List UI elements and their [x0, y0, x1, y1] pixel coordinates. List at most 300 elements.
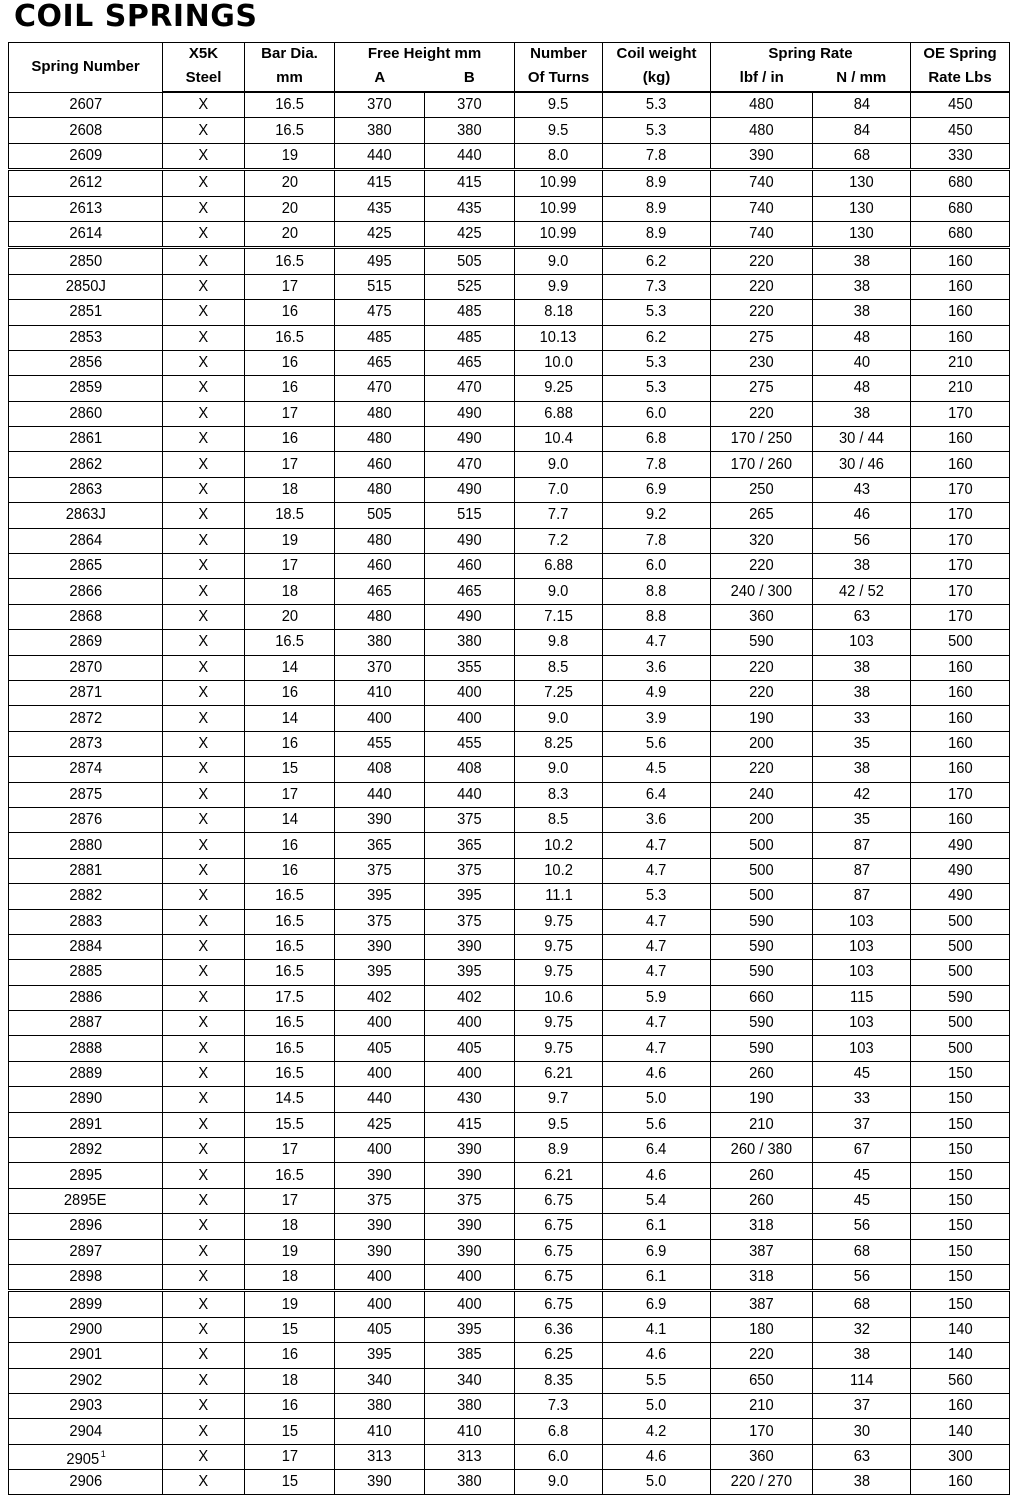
bar-diameter-cell-text: 20 [281, 225, 298, 243]
spring-number-cell-text: 2863 [69, 481, 102, 499]
rate-lbf-cell-text: 260 [749, 1166, 774, 1184]
rate-n-cell-text: 68 [853, 1242, 870, 1260]
oe-rate-cell-text: 150 [947, 1295, 973, 1313]
rate-n-cell [813, 1011, 911, 1036]
spring-number-cell [9, 376, 163, 401]
bar-diameter-cell [245, 376, 335, 401]
oe-rate-cell-text: 500 [947, 938, 973, 956]
turns-cell [515, 1011, 603, 1036]
rate-n-cell [813, 1061, 911, 1086]
coil-weight-cell [603, 807, 711, 832]
free-height-a-cell-text: 455 [367, 734, 392, 752]
oe-rate-cell [911, 909, 1010, 934]
turns-cell-text: 9.75 [544, 963, 573, 981]
turns-cell-text: 9.9 [548, 277, 569, 295]
bar-diameter-cell [245, 884, 335, 909]
bar-diameter-cell-text: 17 [281, 557, 298, 575]
turns-cell-text: 6.88 [544, 557, 573, 575]
free-height-a-cell-text: 390 [367, 1217, 392, 1235]
rate-lbf-cell [711, 325, 813, 350]
rate-lbf-cell [711, 350, 813, 375]
free-height-b-cell [425, 1138, 515, 1163]
bar-diameter-cell [245, 554, 335, 579]
steel-cell [163, 401, 245, 426]
bar-diameter-cell [245, 1036, 335, 1061]
free-height-b-cell-text: 380 [457, 1397, 482, 1415]
spring-number-cell-text: 2888 [69, 1039, 102, 1057]
steel-cell-text: X [198, 481, 209, 499]
steel-cell-text: X [198, 379, 209, 397]
bar-diameter-cell-text: 16.5 [275, 1065, 304, 1083]
steel-cell [163, 1317, 245, 1342]
free-height-a-cell-text: 400 [367, 1295, 392, 1313]
rate-n-cell [813, 858, 911, 883]
rate-n-cell-text: 45 [853, 1191, 870, 1209]
turns-cell-text: 7.25 [544, 684, 573, 702]
free-height-b-cell-text: 313 [457, 1447, 482, 1465]
table-row [9, 477, 1010, 502]
spring-number-cell-text: 2863J [65, 506, 106, 524]
coil-weight-cell [603, 706, 711, 731]
rate-n-cell [813, 807, 911, 832]
oe-rate-cell [911, 960, 1010, 985]
turns-cell-text: 10.99 [540, 174, 577, 192]
turns-cell-text: 10.6 [544, 988, 573, 1006]
bar-diameter-cell-text: 16 [281, 861, 298, 879]
steel-cell [163, 579, 245, 604]
rate-n-cell [813, 503, 911, 528]
free-height-a-cell-text: 415 [367, 174, 392, 192]
coil-weight-cell-text: 5.3 [646, 121, 667, 139]
steel-cell-text: X [198, 938, 209, 956]
turns-cell [515, 1112, 603, 1137]
turns-cell-text: 6.75 [544, 1217, 573, 1235]
free-height-a-cell [335, 221, 425, 247]
turns-cell [515, 118, 603, 143]
spring-number-cell [9, 325, 163, 350]
coil-weight-cell [603, 884, 711, 909]
oe-rate-cell [911, 1343, 1010, 1368]
rate-lbf-cell-text: 480 [749, 96, 774, 114]
free-height-b-cell [425, 401, 515, 426]
free-height-b-cell-text: 380 [457, 633, 482, 651]
rate-n-cell [813, 1368, 911, 1393]
rate-lbf-cell [711, 630, 813, 655]
steel-cell [163, 325, 245, 350]
spring-number-cell [9, 884, 163, 909]
bar-diameter-cell-text: 19 [281, 1242, 298, 1260]
coil-weight-cell [603, 554, 711, 579]
steel-cell [163, 300, 245, 325]
rate-n-cell [813, 274, 911, 299]
spring-number-cell [9, 1368, 163, 1393]
coil-weight-cell [603, 143, 711, 169]
free-height-a-cell [335, 1112, 425, 1137]
free-height-a-cell-text: 375 [367, 1191, 392, 1209]
rate-n-cell [813, 1112, 911, 1137]
rate-lbf-cell [711, 807, 813, 832]
bar-diameter-cell [245, 1112, 335, 1137]
spring-number-cell-text: 2892 [69, 1141, 102, 1159]
spring-number-cell [9, 221, 163, 247]
coil-weight-cell-text: 5.6 [646, 734, 667, 752]
table-row [9, 680, 1010, 705]
oe-rate-cell [911, 1393, 1010, 1418]
table-row [9, 731, 1010, 756]
bar-diameter-cell [245, 1343, 335, 1368]
rate-lbf-cell-text: 275 [749, 379, 774, 397]
turns-cell-text: 10.2 [544, 836, 573, 854]
free-height-a-cell-text: 410 [367, 684, 392, 702]
turns-cell-text: 9.0 [548, 1473, 569, 1491]
table-row [9, 528, 1010, 553]
rate-lbf-cell-text: 480 [749, 121, 774, 139]
coil-springs-table [8, 42, 1010, 1495]
free-height-a-cell-text: 440 [367, 785, 392, 803]
bar-diameter-cell-text: 18 [281, 481, 298, 499]
spring-number-cell-text: 2885 [69, 963, 102, 981]
rate-lbf-cell-text: 590 [749, 1014, 774, 1032]
steel-cell-text: X [198, 1295, 209, 1313]
free-height-a-cell [335, 858, 425, 883]
spring-number-cell [9, 503, 163, 528]
free-height-a-cell-text: 435 [367, 199, 392, 217]
turns-cell-text: 8.18 [544, 303, 573, 321]
rate-n-cell [813, 1138, 911, 1163]
rate-lbf-cell [711, 274, 813, 299]
turns-cell-text: 6.88 [544, 404, 573, 422]
free-height-b-cell-text: 375 [457, 1191, 482, 1209]
turns-cell-text: 9.7 [548, 1090, 569, 1108]
bar-diameter-cell-text: 16 [281, 379, 298, 397]
turns-cell [515, 350, 603, 375]
oe-rate-cell-text: 150 [947, 1191, 973, 1209]
oe-rate-cell-text: 680 [947, 199, 973, 217]
bar-diameter-cell-text: 14 [281, 709, 298, 727]
rate-n-cell-text: 130 [849, 174, 874, 192]
bar-diameter-cell-text: 19 [281, 531, 298, 549]
turns-cell [515, 985, 603, 1010]
coil-weight-cell-text: 7.8 [646, 146, 667, 164]
rate-n-cell [813, 1317, 911, 1342]
free-height-a-cell-text: 480 [367, 608, 392, 625]
turns-cell-text: 10.99 [540, 225, 577, 243]
spring-number-cell [9, 934, 163, 959]
free-height-a-cell-text: 465 [367, 582, 392, 600]
spring-number-cell-text: 2861 [69, 430, 102, 448]
turns-cell [515, 934, 603, 959]
rate-lbf-cell [711, 1087, 813, 1112]
rate-n-cell-text: 103 [849, 912, 874, 930]
bar-diameter-cell-text: 15 [281, 1422, 298, 1440]
free-height-b-cell [425, 1036, 515, 1061]
free-height-a-cell [335, 1393, 425, 1418]
turns-cell-text: 6.75 [544, 1268, 573, 1286]
rate-lbf-cell [711, 300, 813, 325]
rate-lbf-cell [711, 782, 813, 807]
coil-weight-cell-text: 4.7 [646, 963, 667, 981]
free-height-b-cell-text: 485 [457, 303, 482, 321]
rate-n-cell [813, 325, 911, 350]
rate-lbf-cell-text: 590 [749, 1039, 774, 1057]
turns-cell-text: 9.0 [548, 252, 569, 270]
steel-cell [163, 1087, 245, 1112]
rate-n-cell-text: 56 [853, 531, 870, 549]
spring-number-cell-text: 2886 [69, 988, 102, 1006]
rate-lbf-cell-text: 220 [749, 658, 774, 676]
coil-weight-cell [603, 1343, 711, 1368]
free-height-a-cell-text: 405 [367, 1039, 392, 1057]
free-height-a-cell-text: 505 [367, 506, 392, 524]
free-height-a-cell [335, 350, 425, 375]
free-height-a-cell-text: 380 [367, 121, 392, 139]
spring-number-cell [9, 1163, 163, 1188]
oe-rate-cell-text: 160 [947, 734, 973, 752]
spring-number-cell-text: 2884 [69, 938, 102, 956]
table-row [9, 1214, 1010, 1239]
rate-n-cell-text: 103 [849, 1014, 874, 1032]
bar-diameter-cell-text: 16 [281, 354, 298, 372]
spring-number-cell [9, 1393, 163, 1418]
free-height-a-cell [335, 1264, 425, 1290]
steel-cell-text: X [198, 531, 209, 549]
rate-n-cell-text: 130 [849, 225, 874, 243]
free-height-b-cell [425, 934, 515, 959]
rate-n-cell-text: 40 [853, 354, 870, 372]
free-height-a-cell [335, 1188, 425, 1213]
oe-rate-cell [911, 274, 1010, 299]
turns-cell [515, 170, 603, 196]
bar-diameter-cell [245, 960, 335, 985]
steel-cell [163, 1444, 245, 1469]
free-height-b-cell [425, 604, 515, 629]
rate-lbf-cell-text: 170 / 250 [730, 430, 793, 448]
turns-cell [515, 960, 603, 985]
oe-rate-cell [911, 300, 1010, 325]
turns-cell [515, 503, 603, 528]
free-height-b-cell [425, 427, 515, 452]
rate-lbf-cell [711, 655, 813, 680]
table-row [9, 960, 1010, 985]
bar-diameter-cell [245, 1087, 335, 1112]
rate-n-cell-text: 115 [849, 988, 874, 1006]
coil-weight-cell [603, 1087, 711, 1112]
coil-weight-cell [603, 782, 711, 807]
free-height-b-cell [425, 1087, 515, 1112]
coil-weight-cell-text: 6.9 [646, 1242, 667, 1260]
oe-rate-cell [911, 1444, 1010, 1469]
rate-lbf-cell [711, 1036, 813, 1061]
coil-weight-cell [603, 680, 711, 705]
free-height-b-cell [425, 1061, 515, 1086]
free-height-b-cell-text: 400 [457, 684, 482, 702]
coil-weight-cell [603, 934, 711, 959]
turns-cell [515, 376, 603, 401]
turns-cell [515, 196, 603, 221]
spring-number-cell-text: 2859 [69, 379, 102, 397]
rate-lbf-cell [711, 1061, 813, 1086]
table-row [9, 1291, 1010, 1317]
oe-rate-cell-text: 210 [947, 379, 973, 397]
free-height-b-cell [425, 92, 515, 118]
turns-cell [515, 884, 603, 909]
steel-cell-text: X [198, 1447, 209, 1465]
spring-number-cell-text: 2902 [69, 1371, 102, 1389]
free-height-b-cell [425, 1470, 515, 1495]
oe-rate-cell [911, 579, 1010, 604]
bar-diameter-cell-text: 20 [281, 174, 298, 192]
oe-rate-cell-text: 150 [947, 1242, 973, 1260]
bar-diameter-cell-text: 18 [281, 1217, 298, 1235]
rate-lbf-cell [711, 376, 813, 401]
bar-diameter-cell [245, 1011, 335, 1036]
table-row [9, 630, 1010, 655]
free-height-a-cell-text: 480 [367, 481, 392, 499]
free-height-a-cell [335, 579, 425, 604]
bar-diameter-cell-text: 16.5 [275, 252, 304, 270]
coil-weight-cell [603, 1112, 711, 1137]
table-row [9, 427, 1010, 452]
spring-number-cell [9, 452, 163, 477]
turns-cell-text: 10.99 [540, 199, 577, 217]
rate-n-cell-text: 48 [853, 328, 870, 346]
turns-cell-text: 7.7 [548, 506, 569, 524]
oe-rate-cell-text: 160 [947, 303, 973, 321]
turns-cell-text: 7.3 [548, 1397, 569, 1415]
coil-weight-cell [603, 630, 711, 655]
free-height-b-cell-text: 408 [457, 760, 482, 778]
oe-rate-cell-text: 150 [947, 1141, 973, 1159]
turns-cell [515, 1036, 603, 1061]
turns-cell-text: 6.8 [548, 1422, 569, 1440]
free-height-a-cell [335, 1214, 425, 1239]
oe-rate-cell [911, 221, 1010, 247]
rate-n-cell-text: 68 [853, 146, 870, 164]
steel-cell [163, 1419, 245, 1444]
bar-diameter-cell [245, 503, 335, 528]
spring-number-cell-text: 2895E [64, 1191, 107, 1209]
spring-number-cell [9, 579, 163, 604]
steel-cell-text: X [198, 430, 209, 448]
header-rate-lbf: lbf / in [711, 65, 813, 92]
bar-diameter-cell [245, 528, 335, 553]
spring-number-cell [9, 858, 163, 883]
turns-cell-text: 10.4 [544, 430, 573, 448]
rate-lbf-cell-text: 220 [749, 252, 774, 270]
oe-rate-cell-text: 150 [947, 1217, 973, 1235]
oe-rate-cell [911, 401, 1010, 426]
bar-diameter-cell-text: 16 [281, 1397, 298, 1415]
turns-cell [515, 1317, 603, 1342]
rate-lbf-cell-text: 265 [749, 506, 774, 524]
free-height-b-cell-text: 390 [457, 1141, 482, 1159]
free-height-b-cell-text: 470 [457, 455, 482, 473]
steel-cell [163, 143, 245, 169]
steel-cell-text: X [198, 557, 209, 575]
rate-lbf-cell-text: 387 [749, 1295, 774, 1313]
free-height-b-cell [425, 858, 515, 883]
oe-rate-cell [911, 1239, 1010, 1264]
coil-weight-cell [603, 985, 711, 1010]
spring-number-cell-text: 2898 [69, 1268, 102, 1286]
table-row [9, 1036, 1010, 1061]
rate-n-cell [813, 1291, 911, 1317]
rate-n-cell-text: 114 [849, 1371, 874, 1389]
oe-rate-cell-text: 160 [947, 277, 973, 295]
steel-cell-text: X [198, 785, 209, 803]
free-height-b-cell [425, 1239, 515, 1264]
free-height-b-cell [425, 170, 515, 196]
coil-weight-cell-text: 8.9 [646, 199, 667, 217]
bar-diameter-cell [245, 985, 335, 1010]
coil-weight-cell-text: 7.8 [646, 455, 667, 473]
header-rate-n: N / mm [813, 65, 911, 92]
free-height-b-cell [425, 1393, 515, 1418]
free-height-a-cell [335, 985, 425, 1010]
table-row [9, 757, 1010, 782]
coil-weight-cell-text: 6.2 [646, 328, 667, 346]
free-height-a-cell-text: 400 [367, 1268, 392, 1286]
steel-cell [163, 934, 245, 959]
turns-cell-text: 9.0 [548, 455, 569, 473]
steel-cell-text: X [198, 199, 209, 217]
free-height-b-cell [425, 221, 515, 247]
rate-n-cell-text: 67 [853, 1141, 870, 1159]
turns-cell [515, 1188, 603, 1213]
turns-cell-text: 9.5 [548, 1115, 569, 1133]
bar-diameter-cell [245, 196, 335, 221]
free-height-b-cell-text: 465 [457, 582, 482, 600]
turns-cell [515, 757, 603, 782]
turns-cell-text: 9.5 [548, 96, 569, 114]
oe-rate-cell-text: 160 [947, 430, 973, 448]
coil-weight-cell-text: 4.5 [646, 760, 667, 778]
bar-diameter-cell [245, 170, 335, 196]
coil-weight-cell [603, 350, 711, 375]
steel-cell [163, 1011, 245, 1036]
steel-cell [163, 1138, 245, 1163]
table-row [9, 300, 1010, 325]
rate-lbf-cell-text: 275 [749, 328, 774, 346]
free-height-a-cell-text: 480 [367, 430, 392, 448]
coil-weight-cell-text: 4.6 [646, 1065, 667, 1083]
bar-diameter-cell-text: 14.5 [275, 1090, 304, 1108]
free-height-b-cell [425, 1214, 515, 1239]
spring-number-cell [9, 731, 163, 756]
steel-cell [163, 782, 245, 807]
free-height-a-cell [335, 554, 425, 579]
rate-lbf-cell-text: 590 [749, 963, 774, 981]
free-height-a-cell-text: 440 [367, 146, 392, 164]
free-height-a-cell [335, 1087, 425, 1112]
rate-lbf-cell-text: 220 [749, 303, 774, 321]
bar-diameter-cell [245, 1393, 335, 1418]
turns-cell [515, 1163, 603, 1188]
coil-weight-cell [603, 170, 711, 196]
bar-diameter-cell-text: 16.5 [275, 1014, 304, 1032]
bar-diameter-cell [245, 221, 335, 247]
bar-diameter-cell [245, 1138, 335, 1163]
turns-cell-text: 6.25 [544, 1346, 573, 1364]
oe-rate-cell-text: 170 [947, 582, 973, 600]
spring-number-cell [9, 118, 163, 143]
turns-cell-text: 11.1 [544, 887, 573, 905]
free-height-a-cell-text: 425 [367, 225, 392, 243]
oe-rate-cell-text: 160 [947, 760, 973, 778]
oe-rate-cell [911, 196, 1010, 221]
bar-diameter-cell-text: 17 [281, 1141, 298, 1159]
spring-number-cell-text: 2881 [69, 861, 102, 879]
